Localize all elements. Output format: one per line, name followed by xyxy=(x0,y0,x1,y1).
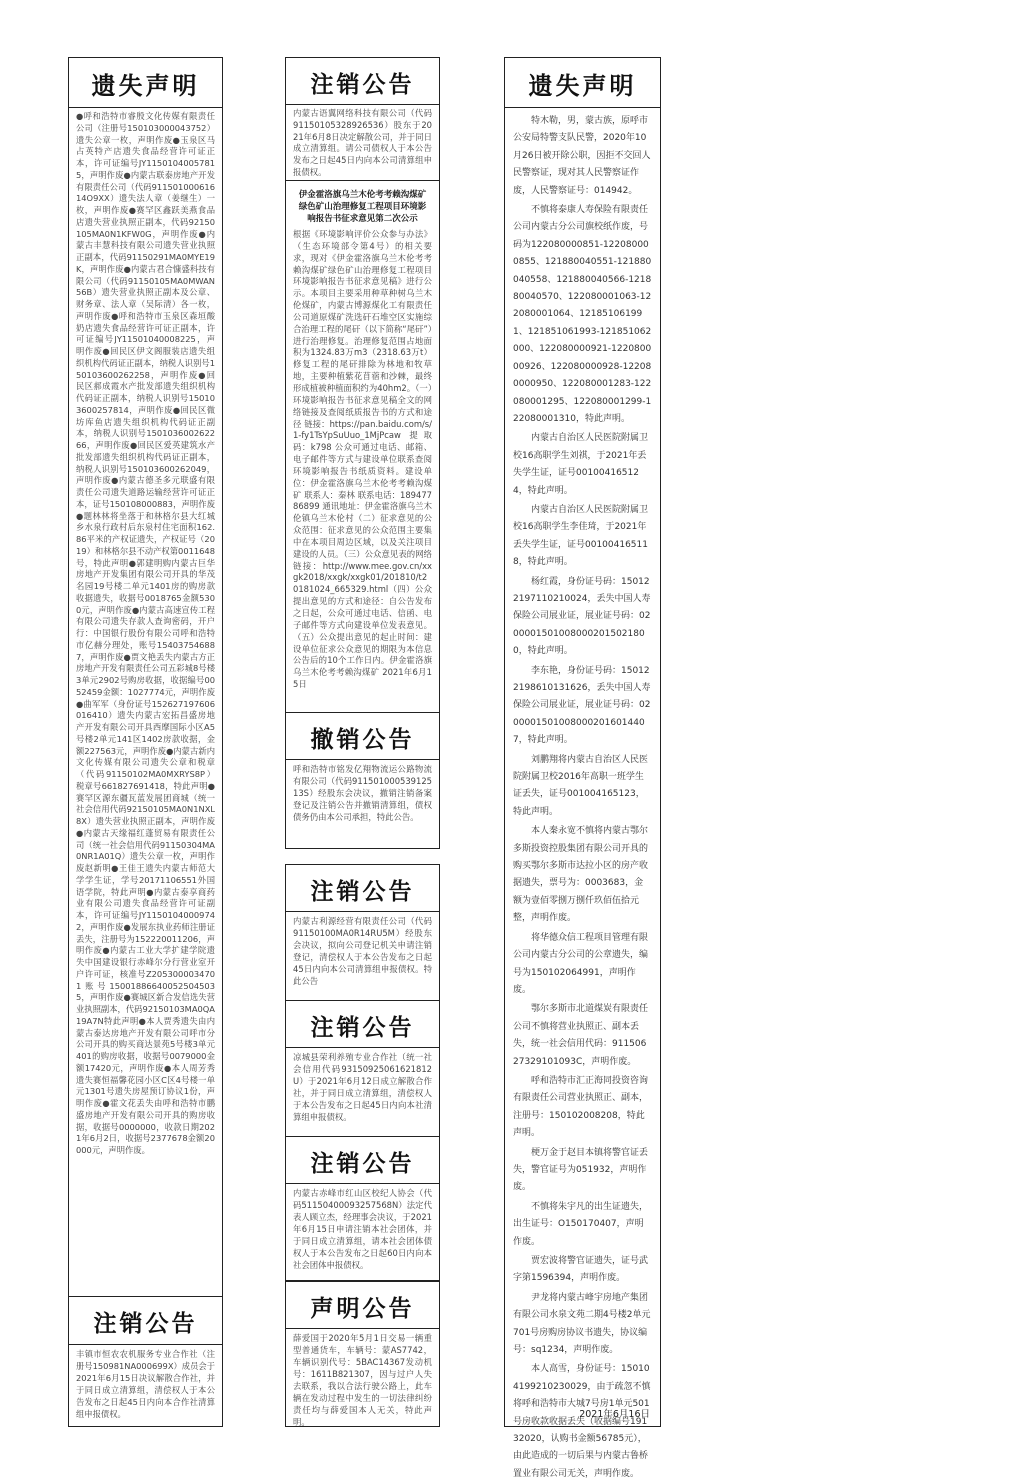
cancel-notice-box-3 xyxy=(285,1000,440,1137)
lost-notice-paragraph: 李东艳，身份证号码：150122198610131626，丢失中国人寿保险公司展业证，展业证号码：02000015010080002016014407，特此声明。 xyxy=(513,665,651,746)
revoke-notice-body: 呼和浩特市铭发亿翔物流运公路物流有限公司（代码91150100053912513S）经股东会决议，撤销注销备案登记及注销公告并撤销清算组，债权债务仍由本公司承担，特此公告。 xyxy=(293,764,432,822)
title-divider xyxy=(286,1047,439,1048)
lost-notice-paragraph: 不慎将朱宇凡的出生证遗失，出生证号：O150170407，声明作废。 xyxy=(513,1201,649,1247)
lost-notice-paragraph: 将华德众信工程项目管理有限公司内蒙古分公司的公章遗失，编号为150102064991，声明作废。 xyxy=(513,932,649,995)
cancel-notice-box-left xyxy=(68,1296,223,1427)
title-divider xyxy=(286,759,439,760)
cancel-notice-title-3: 注销公告 xyxy=(310,1015,415,1041)
revoke-notice-box xyxy=(285,712,440,849)
cancel-notice-title-2: 注销公告 xyxy=(310,879,415,905)
title-divider xyxy=(286,104,439,105)
lost-notice-paragraph: 呼和浩特市汇正海同投资咨询有限责任公司营业执照正、副本，注册号：150102008208，特此声明。 xyxy=(513,1075,649,1139)
lost-notice-box-left xyxy=(68,57,223,1300)
cancel-notice-body-3: 凉城县荣利养殖专业合作社（统一社会信用代码93150925061621812U）于2021年6月12日成立解散合作社，并于同日成立清算组，清偿权人于本公告发布之日起45日内向本社清算组申报债权。 xyxy=(293,1052,432,1122)
lost-notice-title-left: 遗失声明 xyxy=(91,72,200,100)
cancel-notice-title-1: 注销公告 xyxy=(310,72,415,98)
eia-notice-body: 根据《环境影响评价公众参与办法》（生态环境部令第4号）的相关要求，现对《伊金霍洛旗乌兰木伦考考赖沟煤矿绿色矿山治理修复工程项目环境影响报告书征求意见稿》进行公示。本项目主要采用种草种树乌兰木伦煤矿，内蒙古博源煤化工有限责任公司道原煤矿洗选矸石堆空区实施综合治理工程的尾矸（以下简称“尾矸”）进行治理修复。治理修复范围占地面积为1324.83万m3（2318.63万t）修复工程的尾矸排除为林地和牧草地，主要种植紫花苜蓿和沙棘，最终形成植被种植面积约为40hm2。（一）环境影响报告书征求意见稿全文的网络链接及查阅纸质报告书的方式和途径 链接：https://pan.baidu.com/s/1-fy1TsYpSuUuo_1MjPcaw 提取码：k798 公众可通过电话、邮箱、电子邮件等方式与建设单位联系查阅环境影响报告书纸质资料。建设单位：伊金霍洛旗乌兰木伦考考赖沟煤矿 联系人：秦林 联系电话：18947786899 通讯地址：伊金霍洛旗乌兰木伦镇乌兰木伦村（二）征求意见的公众范围：征求意见的公众范围主要集中在本项目周边区域，以及关注项目建设的人员。（三）公众意见表的网络链接：http://www.mee.gov.cn/xxgk2018/xxgk/xxgk01/201810/t20181024_665329.html（四）公众提出意见的方式和途径：自公告发布之日起，公众可通过电话、信函、电子邮件等方式向建设单位发表意见。（五）公众提出意见的起止时间：建设单位征求公众意见的期限为本信息公告后的10个工作日内。伊金霍洛旗乌兰木伦考考赖沟煤矿 2021年6月15日 xyxy=(293,229,432,690)
cancel-notice-body-1: 内蒙古语翼网络科技有限公司（代码91150105328926536）股东于2021年6月8日决定解散公司，并于同日成立清算组。请公司债权人于本公告发布之日起45日内向本公司清算组申报债权。 xyxy=(293,108,432,177)
lost-notice-paragraph: 贾宏波将警官证遗失，证号武字第1596394，声明作废。 xyxy=(513,1256,649,1284)
lost-notice-paragraph: 刘鹏翔将内蒙古自治区人民医院附属卫校2016年高职一班学生证丢失，证号001004165123，特此声明。 xyxy=(513,754,649,817)
lost-notice-paragraph: 本人秦永宽不慎将内蒙古鄂尔多斯投资控股集团有限公司开具的购买鄂尔多斯市达拉小区的房产收据遗失，票号为：0003683，金额为壹佰零捌万捌仟玖佰伍拾元整，声明作废。 xyxy=(513,826,649,924)
lost-notice-box-right xyxy=(504,57,661,1479)
lost-notice-paragraph: 内蒙古自治区人民医院附属卫校16高职学生刘祺，于2021年丢失学生证，证号001004165124，特此声明。 xyxy=(513,433,649,496)
lost-notice-paragraph: 梗万金于赵目本镇将警官证丢失，警官证号为051932，声明作废。 xyxy=(513,1147,649,1193)
cancel-notice-body-2: 内蒙古利源经营有限责任公司（代码91150100MA0R14RU5M）经股东会决议，拟向公司登记机关申请注销登记，清偿权人于本公告发布之日起45日内向本公司清算组申报债权。特此公告 xyxy=(293,916,432,986)
cancel-notice-box-2 xyxy=(285,864,440,1001)
title-divider xyxy=(286,1183,439,1184)
lost-notice-paragraphs-right xyxy=(505,111,660,1483)
cancel-notice-box-1 xyxy=(285,57,440,183)
statement-notice-body: 薛爱国于2020年5月1日交易一辆重型普通货车，车辆号：蒙AS7742，车辆识别代号：5BAC14367发动机号：1611B821307，因与过户人失去联系，我以合法行驶公路上，此车辆在发动过程中发生的一切法律纠纷责任均与薛爱国本人无关，特此声明。 xyxy=(293,1333,432,1427)
statement-notice-box xyxy=(285,1281,440,1427)
revoke-notice-title: 撤销公告 xyxy=(310,727,415,753)
lost-notice-paragraph: 鄂尔多斯市北道煤炭有限责任公司不慎将营业执照正、副本丢失，统一社会信用代码：91150627329101093C，声明作废。 xyxy=(513,1004,649,1067)
lost-notice-title-right: 遗失声明 xyxy=(528,72,637,100)
title-divider xyxy=(69,1344,222,1345)
lost-notice-paragraph: 本人高雪，身份证号：150104199210230029，由于疏忽不慎将呼和浩特市大城7号房1单元501号房收款收据丢失（收据编号19132020，认购书金额56785元），由此造成的一切后果与内蒙古鲁桥置业有限公司无关，声明作废。 xyxy=(513,1364,651,1479)
title-divider xyxy=(505,107,660,108)
lost-notice-paragraph: 杨红霞，身份证号码：150122197110210024，丢失中国人寿保险公司展业证，展业证号码：02000015010080002015021800，特此声明。 xyxy=(513,576,651,657)
lost-notice-paragraph: 内蒙古自治区人民医院附属卫校16高职学生李佳琦，于2021年丢失学生证，证号001004165118，特此声明。 xyxy=(513,504,649,568)
eia-notice-title: 伊金霍洛旗乌兰木伦考考赖沟煤矿绿色矿山治理修复工程项目环境影响报告书征求意见第二次公示 xyxy=(298,190,427,224)
cancel-notice-title-left: 注销公告 xyxy=(93,1311,198,1337)
statement-notice-title: 声明公告 xyxy=(310,1296,415,1322)
cancel-notice-box-4 xyxy=(285,1136,440,1281)
issue-date: 2021年6月16日 xyxy=(579,1409,650,1420)
cancel-notice-body-4: 内蒙古赤峰市红山区校纪人协会（代码51150400093257568N）法定代表人顾立杰，经理事会决议，于2021年6月15日申请注销本社会团体，并于同日成立清算组，请本社会团体债权人于本公告发布之日起60日内向本社会团体申报债权。 xyxy=(293,1188,432,1270)
lost-notice-paragraph: 不慎将泰康人寿保险有限责任公司内蒙古分公司旗校纸作废，号码为122080000851-122080000855、121880040551-121880040558、121880040566-121880040570、122080001063-122080001064、121851061991、121851061993-121851062000、122080000921-122080000926、122080000928-122080000950、122080001283-122080001295、122080001299-122080001310，特此声明。 xyxy=(513,205,652,424)
title-divider xyxy=(286,911,439,912)
lost-notice-paragraph: 特木勒，男，蒙古族，原呼市公安局特警支队民警，2020年10月26日被开除公职，因拒不交回人民警察证，现对其人民警察证作废，人民警察证号：014942。 xyxy=(513,116,651,196)
title-divider xyxy=(69,107,222,108)
lost-notice-paragraph: 尹龙将内蒙古峰宇房地产集团有限公司水泉文苑二期4号楼2单元701号房购房协议书遗失，协议编号：sq1234，声明作废。 xyxy=(513,1292,651,1356)
cancel-notice-title-4: 注销公告 xyxy=(310,1151,415,1177)
cancel-notice-body-left: 丰镇市恒农农机服务专业合作社（注册号150981NA000699X）成员会于2021年6月15日决议解散合作社，并于同日成立清算组，清偿权人于本公告发布之日起45日内向本合作社清算组申报债权。 xyxy=(76,1349,215,1419)
title-divider xyxy=(286,1328,439,1329)
lost-notice-body-left: ●呼和浩特市睿殷文化传媒有限责任公司（注册号150103000043752）遗失公章一枚，声明作废●玉泉区马占英特产店遗失食品经营许可证正本，许可证编号JY11501040057815，声明作废●内蒙古联泰房地产开发有限责任公司（代码91150100061614O9XX）遗失法人章（姜继生）一枚，声明作废●赛罕区鑫跃美燕食品店遗失营业执照正副本，代码92150105MA0N1KFW0G，声明作废●内蒙古丰慧科技有限公司遗失营业执照正副本，代码91150291MA0MYE19K，声明作废●内蒙古君合慷盛科技有限公司（代码91150105MA0MWAN56B）遗失营业执照正副本及公章、财务章、法人章（吴际清）各一枚，声明作废●呼和浩特市玉泉区森垣酸奶店遗失食品经营许可证正副本，许可证编号JY11501040008225，声明作废●回民区伊文阁服装店遗失组织机构代码证正副本，纳税人识别号150103600262258，声明作废●回民区郝成霞水产批发部遗失组织机构代码证正副本，纳税人识别号150103600257814，声明作废●回民区微坊库鱼店遗失组织机构代码证正副本，纳税人识别号150103600262266，声明作废●回民区爱英建筑水产批发部遗失组织机构代码证正副本，纳税人识别号150103600262049，声明作废●内蒙古德圣多元联盛有限责任公司遗失道路运输经营许可证正本，证号150108000883，声明作废●题林林将坐落于和林格尔县大红城乡水泉行政村后东泉村住宅面积162.86平米的产权证遗失，产权证号（2019）和林格尔县不动产权第0011648号，特此声明●郭建明购内蒙古巨华房地产开发集团有限公司开具的华茂名园19号楼二单元1401房的购房款收据遗失，收据号0018765金额5300元，声明作废●内蒙古高速宣传工程有限公司遗失存款人查询密码，开户行：中国银行股份有限公司呼和浩特市亿赫分理处，账号154037546887，声明作废●贾文艳丢失内蒙古方正房地产开发有限责任公司五彩城8号楼3单元2902号购房收据，收据编号0052459金额：1027774元，声明作废●曲军军（身份证号152627197606016410）遗失内蒙古宏拓昌盛房地产开发有限公司开具西摩国际小区A5号楼2单元141区1402房款收据，金额227563元，声明作废●内蒙古新内文化传媒有限公司遗失公章和税章（代码91150102MA0MXRYS8P）税章号661827691418，特此声明●赛罕区源东疆瓦蓝发展团商城（统一社会信用代码92150105MA0N1NXL8X）遗失营业执照正副本，声明作废●内蒙古天缘福红蓬贸易有限责任公司（统一社会信用代码91150304MA0NR1A01Q）遗失公章一枚，声明作废赵新明●王佳王遗失内蒙古师范大学学生证，学号20171106551外国语学院，特此声明●内蒙古泰享商药业有限公司遗失食品经营许可证副本，许可证编号JY11501040009742，声明作废●发展东执业药师注册证丢失，注册号为152220011206，声明作废●内蒙古工业大学扩建学院遗失中国建设银行赤峰尔分行营业室开户许可证，核准号Z2053000034701账号150018866400525045035，声明作废●赛城区新合发信选失营业执照副本，代码92150103MA0QA19A7N特此声明●本人贾秀遗失由内蒙古泰达房地产开发有限公司呼市分公司开具的购买商达景苑5号楼3单元401的购房收据，收据号0079000金额17420元，声明作废●本人周芳秀遗失赛恒福馨花园小区C区4号楼一单元1301号遗失房屋预订协议1份，声明作废●霍文花丢失由呼和浩特市鹏盛房地产开发有限公司开具的购房收据，收据号0000000，收款日期2021年6月2日，收据号2377678金额20000元，声明作废。 xyxy=(76,111,215,1155)
eia-notice-box xyxy=(285,180,440,713)
